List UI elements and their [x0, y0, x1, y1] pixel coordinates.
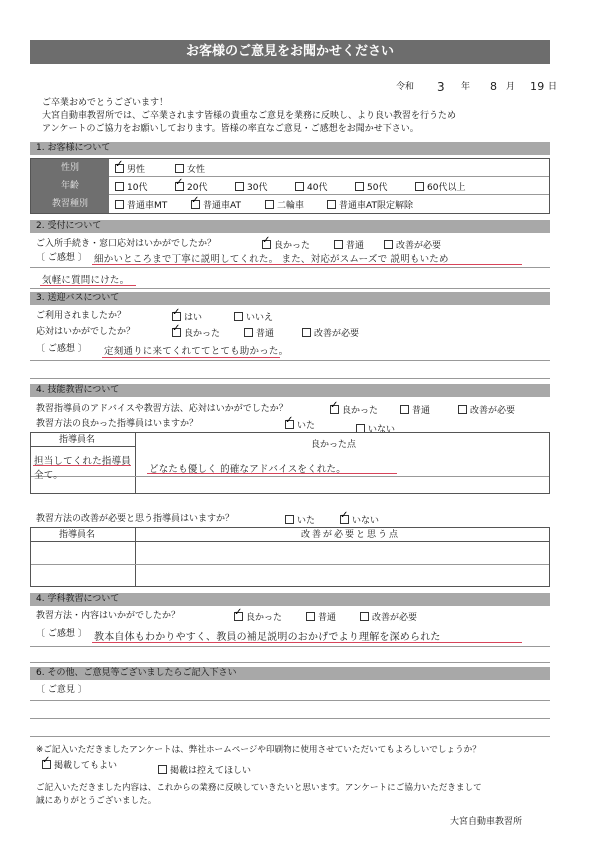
good-instructor-yes-option[interactable]: ✓ いた [285, 420, 315, 431]
good-instructor-question: 教習方法の良かった指導員はいますか？ [36, 419, 199, 429]
good-instructor-no-option[interactable]: いない [356, 424, 395, 435]
reception-comment-line-1[interactable]: 細かいところまで丁寧に説明してくれた。 また、対応がスムーズで 説明もいため [94, 254, 449, 265]
bus-service-question: 応対はいかがでしたか？ [36, 327, 136, 337]
bus-use-yes-option[interactable]: ✓ はい [172, 312, 202, 323]
classroom-good-option[interactable]: ✓ 良かった [234, 612, 282, 623]
col-improve-point: 改善が必要と思う点 [301, 530, 401, 540]
age-label: 年齢 [31, 177, 109, 195]
col-instructor-name: 指導員名 [59, 435, 96, 445]
section-5-header: 4. 学科教習について [30, 593, 550, 606]
classroom-question: 教習方法・内容はいかがでしたか？ [36, 611, 181, 621]
thanks-line-2: 誠にありがとうございました。 [36, 796, 157, 806]
section-4-header: 4. 技能教習について [30, 384, 550, 397]
bus-good-option[interactable]: ✓ 良かった [172, 328, 220, 339]
reception-good-option[interactable]: ✓ 良かった [262, 240, 310, 251]
bus-use-no-option[interactable]: いいえ [234, 312, 273, 323]
gender-label: 性別 [31, 159, 109, 177]
customer-table [30, 158, 550, 214]
gender-female-option[interactable]: 女性 [175, 164, 205, 175]
section-3-header: 3. 送迎バスについて [30, 292, 550, 305]
company-name: 大宮自動車教習所 [450, 817, 523, 827]
opinion-label: 〔 ご意見 〕 [36, 685, 87, 695]
date-day-unit: 日 [548, 82, 558, 92]
classroom-normal-option[interactable]: 普通 [306, 612, 336, 623]
classroom-improve-option[interactable]: 改善が必要 [360, 612, 417, 623]
classroom-comment-label: 〔 ご感想 〕 [36, 629, 87, 639]
publish-ng-option[interactable]: 掲載は控えてほしい [158, 765, 251, 776]
course-bike-option[interactable]: 二輪車 [265, 200, 304, 211]
date-year[interactable]: 3 [437, 80, 445, 94]
survey-title: お客様のご意見をお聞かせください [30, 40, 550, 64]
intro-line-1: ご卒業おめでとうございます！ [42, 98, 169, 108]
instructor-improve-option[interactable]: 改善が必要 [458, 405, 515, 416]
instructor-question: 教習指導員のアドバイスや教習方法、応対はいかがでしたか？ [36, 404, 288, 414]
reception-comment-line-2[interactable]: 気軽に質問にけた。 [42, 275, 130, 286]
bus-use-question: ご利用されましたか？ [36, 311, 127, 321]
bus-improve-option[interactable]: 改善が必要 [302, 328, 359, 339]
bus-comment[interactable]: 定刻通りに来てくれててとても助かった。 [104, 346, 289, 357]
date-era: 令和 [396, 82, 415, 92]
good-point-text[interactable]: どなたも優しく 的確なアドバイスをくれた。 [149, 464, 346, 475]
male-checkbox[interactable] [115, 164, 124, 173]
classroom-comment[interactable]: 教本自体もわかりやすく、教員の補足説明のおかげでより理解を深められた [94, 632, 441, 643]
age-60s-option[interactable]: 60代以上 [415, 182, 465, 193]
improve-instructor-question: 教習方法の改善が必要と思う指導員はいますか？ [36, 514, 235, 524]
section-2-header: 2. 受付について [30, 220, 550, 233]
reception-question: ご入所手続き・窓口応対はいかがでしたか？ [36, 239, 217, 249]
course-label: 教習種別 [31, 195, 109, 213]
reception-normal-option[interactable]: 普通 [334, 240, 364, 251]
section-1-header: 1. お客様について [30, 142, 550, 155]
col-instructor-name-2: 指導員名 [59, 530, 96, 540]
col-good-point: 良かった点 [311, 440, 357, 450]
age-50s-option[interactable]: 50代 [355, 182, 387, 193]
age-40s-option[interactable]: 40代 [295, 182, 327, 193]
improve-instructor-table [30, 527, 550, 587]
date-month-unit: 月 [506, 82, 516, 92]
bus-comment-label: 〔 ご感想 〕 [36, 344, 87, 354]
thanks-line-1: ご記入いただきました内容は、これからの業務に反映していきたいと思います。アンケートにご協力いただきまして [36, 783, 482, 793]
female-checkbox[interactable] [175, 164, 184, 173]
improve-instructor-no-option[interactable]: ✓ いない [340, 515, 379, 526]
date-day[interactable]: 19 [530, 80, 545, 93]
date-year-unit: 年 [461, 82, 471, 92]
date-month[interactable]: 8 [490, 80, 498, 93]
publish-notice: ※ご記入いただきましたアンケートは、弊社ホームページや印刷物に使用させていただいてもよろしいでしょうか？ [36, 745, 481, 755]
instructor-normal-option[interactable]: 普通 [400, 405, 430, 416]
intro-line-3: アンケートのご協力をお願いしております。皆様の率直なご意見・ご感想をお聞かせ下さい。 [42, 124, 419, 134]
instructor-good-option[interactable]: ✓ 良かった [330, 405, 378, 416]
age-20s-option[interactable]: ✓ 20代 [175, 182, 207, 193]
improve-instructor-yes-option[interactable]: いた [285, 515, 315, 526]
good-instructor-name-1[interactable]: 担当してくれた指導員 [34, 456, 132, 467]
intro-line-2: 大宮自動車教習所では、ご卒業されます皆様の貴重なご意見を業務に反映し、より良い教習を行うため [42, 111, 457, 121]
course-at-release-option[interactable]: 普通車AT限定解除 [327, 200, 413, 211]
good-instructor-table [30, 432, 550, 494]
section-6-header: 6. その他、ご意見等ございましたらご記入下さい [30, 667, 550, 680]
age-30s-option[interactable]: 30代 [235, 182, 267, 193]
course-mt-option[interactable]: 普通車MT [115, 200, 167, 211]
publish-ok-option[interactable]: ✓掲載してもよい [42, 760, 117, 771]
bus-normal-option[interactable]: 普通 [244, 328, 274, 339]
reception-comment-label: 〔 ご感想 〕 [36, 253, 87, 263]
reception-improve-option[interactable]: 改善が必要 [384, 240, 441, 251]
gender-male-option[interactable]: ✓男性 [115, 164, 145, 175]
course-at-option[interactable]: ✓ 普通車AT [191, 200, 241, 211]
age-10s-option[interactable]: 10代 [115, 182, 147, 193]
good-instructor-name-2[interactable]: 全て。 [34, 470, 63, 481]
